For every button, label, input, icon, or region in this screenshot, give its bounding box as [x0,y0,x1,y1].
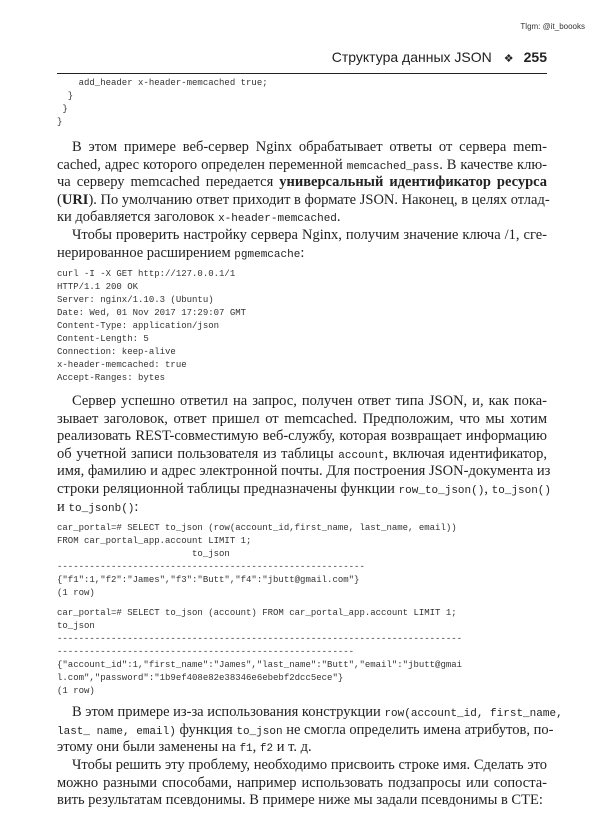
text: функция [175,721,237,738]
text-line [57,411,547,429]
text: , [484,480,492,497]
para-solution [57,757,547,810]
text-line [57,245,547,263]
code-line: } [57,104,68,114]
code-line: FROM car_portal_app.account LIMIT 1; [57,536,252,546]
text-line [57,191,550,210]
inline-code: account [338,449,385,462]
text-line [57,499,547,517]
text-line [57,463,551,481]
text-line [57,139,547,157]
code-line: curl -I -X GET http://127.0.0.1/1 [57,269,236,279]
text: , [252,739,260,756]
code-curl [57,268,246,385]
text: . В качестве клю- [439,156,547,173]
text-line [57,480,552,499]
code-nginx-tail [57,77,268,129]
page-number: 255 [523,49,547,65]
text-line [57,446,547,464]
code-line: Date: Wed, 01 Nov 2017 17:29:07 GMT [57,308,247,318]
text: . [336,209,341,226]
code-sql-row [57,522,457,600]
chapter-title: Структура данных JSON [331,49,492,65]
code-line: (1 row) [57,588,95,598]
code-line: {"f1":1,"f2":"James","f3":"Butt","f4":"jbutt@gmail.com"} [57,575,360,585]
text: В этом примере веб-сервер Nginx обрабатывает ответы от сервера mem- [72,139,547,155]
text: Сервер успешно ответил на запрос, получен ответ типа JSON, и, как пока- [72,393,547,409]
code-line: --------------------------------------------------------- [57,562,365,572]
text-line [57,757,547,775]
text-line [57,393,547,411]
code-line: to_json [57,549,230,559]
code-line: (1 row) [57,686,95,696]
text: можно разными способами, например использовать подзапросы или сопоста- [57,774,547,791]
text: имя, фамилию и адрес электронной почты. Для построения JSON-документа из [57,463,551,480]
code-line: car_portal=# SELECT to_json (account) FROM car_portal_app.account LIMIT 1; [57,608,457,618]
text: об учетной записи пользователя из таблицы [57,445,339,462]
inline-code: f1 [239,743,253,756]
text: ( [57,191,62,208]
bold-term: URI [61,191,89,208]
text: реализовать REST-совместимую веб-службу, которая возвращает информацию [57,428,547,445]
text: нерированное расширением [57,244,235,261]
inline-code: memcached_pass [346,160,440,173]
text-line [57,721,554,740]
text: В этом примере из-за использования конструкции [72,704,385,720]
code-line: car_portal=# SELECT to_json (row(account_id,first_name, last_name, email)) [57,523,457,533]
inline-code: to_jsonb() [68,502,135,515]
inline-code: row_to_json() [398,484,485,497]
code-line: Accept-Ranges: bytes [57,373,166,383]
text-line [57,792,547,810]
text-line [57,209,547,227]
inline-code: to_json() [491,484,552,497]
para-check-nginx [57,227,547,262]
inline-code: to_json [236,725,283,738]
text: и [57,498,69,515]
code-line: } [57,91,74,101]
text-line [57,157,547,175]
code-line: add_header x-header-memcached true; [57,78,268,88]
bold-term: универсальный идентификатор ресурса [279,174,547,191]
code-line: } [57,117,63,127]
code-line: ------------------------------------------------------- [57,647,355,657]
text: ки добавляется заголовок [57,209,219,226]
code-line: Server: nginx/1.10.3 (Ubuntu) [57,295,214,305]
text: Чтобы решить эту проблему, необходимо присвоить строке имя. Сделать это [72,757,547,773]
text: , включая идентификатор, [384,445,547,462]
text: ). По умолчанию ответ приходит в формате JSON. Наконец, в целях отлад- [88,191,550,208]
code-line: Connection: keep-alive [57,347,176,357]
text: строки реляционной таблицы предназначены функции [57,480,399,497]
text: вить результатам псевдонимы. В примере ниже мы задали псевдонимы в CTE: [57,792,543,809]
running-header [57,49,547,65]
inline-code: last_ name, email) [57,725,176,738]
inline-code: f2 [259,743,274,756]
watermark: Tlgm: @it_boooks [520,22,585,31]
inline-code: pgmemcache [234,248,301,261]
text: этому они были заменены на [57,739,240,756]
code-line: l.com","password":"1b9ef408e82e38346e6ebebf2dcc5ece"} [57,673,344,683]
text-line [57,428,547,446]
text: не смогла определить имена атрибутов, по- [282,721,554,738]
text-line [57,174,547,192]
code-line: {"account_id":1,"first_name":"James","last_name":"Butt","email":"jbutt@gmai [57,660,463,670]
text-line [57,775,547,793]
code-line: HTTP/1.1 200 OK [57,282,139,292]
ornament-icon: ❖ [503,53,514,65]
text: Чтобы проверить настройку сервера Nginx, получим значение ключа /1, сге- [72,227,547,243]
header-rule [57,73,547,74]
code-sql-account [57,607,462,698]
code-line: Content-Length: 5 [57,334,149,344]
code-line: --------------------------------------------------------------------------- [57,634,463,644]
text: ча серверу memcached передается [57,174,280,191]
inline-code: row(account_id, first_name, [384,708,563,720]
code-line: Content-Type: application/json [57,321,220,331]
para-server-response [57,393,552,516]
code-line: x-header-memcached: true [57,360,187,370]
text: и т. д. [273,739,312,756]
text-line [57,739,547,757]
text: зывает заголовок, ответ пришел от memcached. Предположим, что мы хотим [57,410,547,427]
text-line [57,227,547,245]
text: : [300,244,305,261]
para-nginx-memcached [57,139,550,227]
text: cached, адрес которого определен переменной [57,156,347,173]
para-row-construct [57,704,563,757]
code-line: to_json [57,621,95,631]
inline-code: x-header-memcached [218,213,337,226]
text-line [57,704,563,722]
text: : [134,498,139,515]
